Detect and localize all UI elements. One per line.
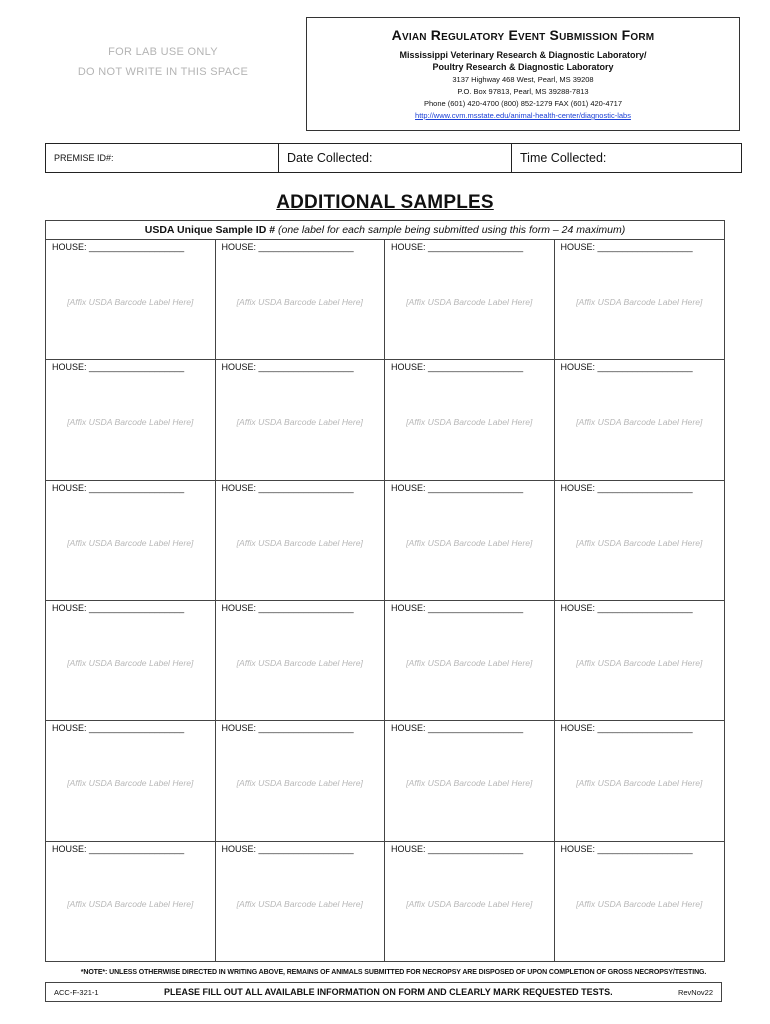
sample-cell[interactable] [555, 481, 725, 601]
sample-cell[interactable] [46, 240, 216, 360]
house-field[interactable]: HOUSE: ___________________ [221, 362, 354, 373]
sample-cell[interactable] [216, 240, 386, 360]
house-field[interactable]: HOUSE: ___________________ [52, 362, 185, 373]
house-field[interactable]: HOUSE: ___________________ [221, 723, 354, 734]
house-field[interactable]: HOUSE: ___________________ [391, 603, 524, 613]
house-field[interactable]: HOUSE: ___________________ [52, 242, 185, 252]
sample-cell[interactable] [555, 601, 725, 721]
sample-grid [46, 240, 724, 962]
sample-cell[interactable] [46, 721, 216, 841]
phone-numbers: Phone (601) 420-4700 (800) 852-1279 FAX (601) 420-4717 [423, 99, 623, 108]
house-field[interactable]: HOUSE: ___________________ [560, 482, 693, 493]
house-field[interactable]: HOUSE: ___________________ [560, 362, 693, 373]
barcode-label-placeholder: [Affix USDA Barcode Label Here] [67, 417, 194, 428]
sample-cell[interactable] [385, 721, 555, 841]
house-field[interactable]: HOUSE: ___________________ [391, 843, 524, 854]
barcode-label-placeholder: [Affix USDA Barcode Label Here] [67, 537, 194, 548]
barcode-label-placeholder: [Affix USDA Barcode Label Here] [236, 778, 363, 789]
revision-code: RevNov22 [677, 987, 713, 997]
barcode-label-placeholder: [Affix USDA Barcode Label Here] [67, 658, 194, 668]
form-header [306, 17, 740, 131]
footer-instruction: PLEASE FILL OUT ALL AVAILABLE INFORMATION ON FORM AND CLEARLY MARK REQUESTED TESTS. [163, 987, 613, 997]
caption-bold: USDA Unique Sample ID # [144, 224, 276, 236]
sample-cell[interactable] [385, 842, 555, 962]
collection-info-row [45, 143, 742, 173]
disposal-note: *NOTE*: UNLESS OTHERWISE DIRECTED IN WRITING ABOVE, REMAINS OF ANIMALS SUBMITTED FOR NECROPSY ARE DISPOSED OF UPON COMPLETION OF GROSS NECROPSY/TESTING. [80, 969, 707, 976]
form-code: ACC-F-321-1 [54, 987, 99, 997]
house-field[interactable]: HOUSE: ___________________ [391, 482, 524, 493]
barcode-label-placeholder: [Affix USDA Barcode Label Here] [67, 898, 194, 909]
barcode-label-placeholder: [Affix USDA Barcode Label Here] [406, 658, 533, 668]
barcode-label-placeholder: [Affix USDA Barcode Label Here] [236, 297, 363, 307]
barcode-label-placeholder: [Affix USDA Barcode Label Here] [236, 658, 363, 668]
house-field[interactable]: HOUSE: ___________________ [560, 603, 693, 613]
barcode-label-placeholder: [Affix USDA Barcode Label Here] [576, 537, 703, 548]
house-field[interactable]: HOUSE: ___________________ [221, 843, 354, 854]
house-field[interactable]: HOUSE: ___________________ [560, 723, 693, 734]
barcode-label-placeholder: [Affix USDA Barcode Label Here] [576, 417, 703, 428]
house-field[interactable]: HOUSE: ___________________ [391, 723, 524, 734]
house-field[interactable]: HOUSE: ___________________ [221, 482, 354, 493]
house-field[interactable]: HOUSE: ___________________ [221, 242, 354, 252]
lab-website-link[interactable]: http://www.cvm.msstate.edu/animal-health-center/diagnostic-labs [415, 111, 631, 120]
sample-cell[interactable] [385, 360, 555, 480]
barcode-label-placeholder: [Affix USDA Barcode Label Here] [236, 417, 363, 428]
barcode-label-placeholder: [Affix USDA Barcode Label Here] [576, 658, 703, 668]
barcode-label-placeholder: [Affix USDA Barcode Label Here] [236, 898, 363, 909]
time-collected-field[interactable] [511, 144, 741, 172]
house-field[interactable]: HOUSE: ___________________ [391, 242, 524, 252]
samples-table [45, 220, 725, 962]
barcode-label-placeholder: [Affix USDA Barcode Label Here] [67, 778, 194, 789]
street-address: 3137 Highway 468 West, Pearl, MS 39208 [452, 75, 594, 84]
sample-cell[interactable] [46, 842, 216, 962]
lab-name-line2: Poultry Research & Diagnostic Laboratory [432, 62, 614, 72]
barcode-label-placeholder: [Affix USDA Barcode Label Here] [576, 898, 703, 909]
sample-cell[interactable] [46, 481, 216, 601]
barcode-label-placeholder: [Affix USDA Barcode Label Here] [236, 537, 363, 548]
date-collected-field[interactable] [278, 144, 511, 172]
sample-cell[interactable] [385, 240, 555, 360]
barcode-label-placeholder: [Affix USDA Barcode Label Here] [406, 417, 533, 428]
lab-use-notice [52, 42, 274, 82]
sample-cell[interactable] [555, 842, 725, 962]
barcode-label-placeholder: [Affix USDA Barcode Label Here] [406, 297, 533, 307]
sample-cell[interactable] [385, 481, 555, 601]
form-title: Avian Regulatory Event Submission Form [391, 27, 655, 43]
sample-cell[interactable] [216, 481, 386, 601]
house-field[interactable]: HOUSE: ___________________ [52, 603, 185, 613]
barcode-label-placeholder: [Affix USDA Barcode Label Here] [406, 778, 533, 789]
house-field[interactable]: HOUSE: ___________________ [560, 242, 693, 252]
barcode-label-placeholder: [Affix USDA Barcode Label Here] [406, 898, 533, 909]
house-field[interactable]: HOUSE: ___________________ [221, 603, 354, 613]
lab-use-line2: DO NOT WRITE IN THIS SPACE [77, 66, 249, 78]
house-field[interactable]: HOUSE: ___________________ [52, 723, 185, 734]
samples-table-caption [46, 221, 724, 240]
caption-italic: (one label for each sample being submitted using this form – 24 maximum) [277, 224, 626, 236]
section-title: ADDITIONAL SAMPLES [276, 192, 494, 213]
sample-cell[interactable] [385, 601, 555, 721]
barcode-label-placeholder: [Affix USDA Barcode Label Here] [576, 297, 703, 307]
sample-cell[interactable] [216, 721, 386, 841]
sample-cell[interactable] [216, 842, 386, 962]
sample-cell[interactable] [216, 360, 386, 480]
form-footer [45, 982, 722, 1002]
date-collected-label: Date Collected: [287, 151, 373, 165]
house-field[interactable]: HOUSE: ___________________ [560, 843, 693, 854]
lab-use-line1: FOR LAB USE ONLY [108, 46, 218, 58]
barcode-label-placeholder: [Affix USDA Barcode Label Here] [406, 537, 533, 548]
barcode-label-placeholder: [Affix USDA Barcode Label Here] [67, 297, 194, 307]
barcode-label-placeholder: [Affix USDA Barcode Label Here] [576, 778, 703, 789]
po-box-address: P.O. Box 97813, Pearl, MS 39288-7813 [457, 87, 589, 96]
premise-id-field[interactable] [46, 144, 278, 172]
house-field[interactable]: HOUSE: ___________________ [52, 482, 185, 493]
sample-cell[interactable] [555, 360, 725, 480]
premise-id-label: PREMISE ID#: [54, 153, 114, 163]
sample-cell[interactable] [46, 360, 216, 480]
house-field[interactable]: HOUSE: ___________________ [391, 362, 524, 373]
lab-name-line1: Mississippi Veterinary Research & Diagnostic Laboratory/ [399, 50, 647, 60]
sample-cell[interactable] [216, 601, 386, 721]
house-field[interactable]: HOUSE: ___________________ [52, 843, 185, 854]
time-collected-label: Time Collected: [520, 151, 607, 165]
sample-cell[interactable] [555, 721, 725, 841]
sample-cell[interactable] [555, 240, 725, 360]
sample-cell[interactable] [46, 601, 216, 721]
